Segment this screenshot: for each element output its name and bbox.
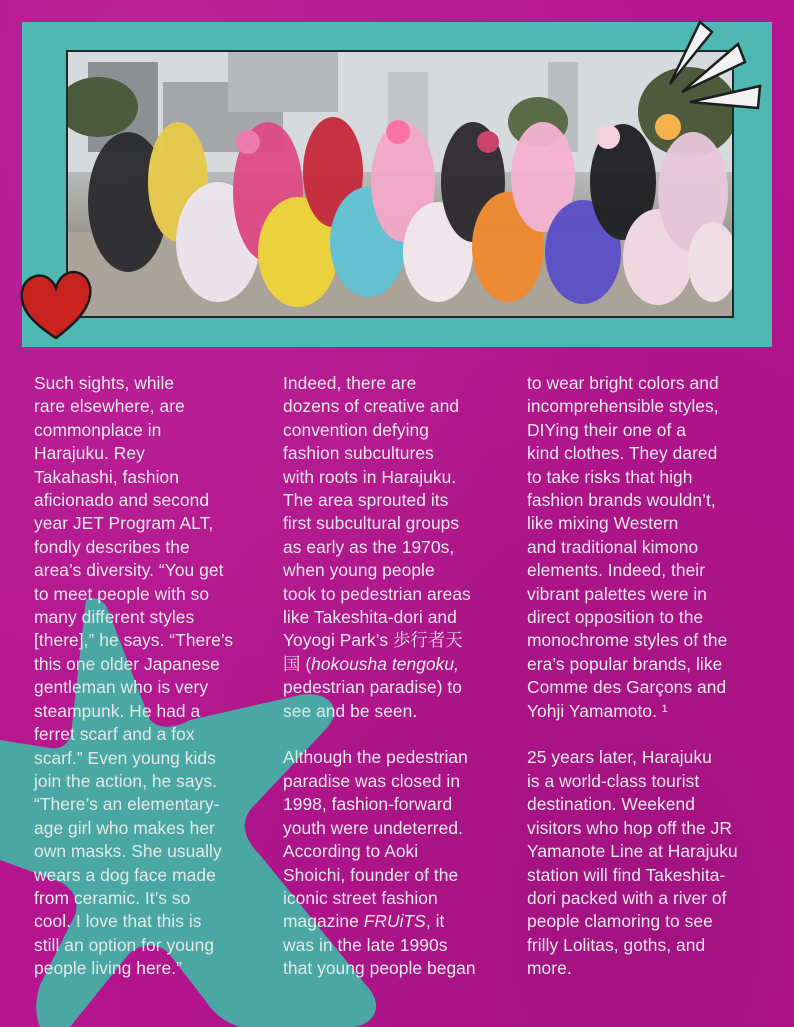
text-line: to meet people with so bbox=[34, 583, 210, 604]
text-line: and traditional kimono bbox=[527, 536, 699, 557]
text-line: was in the late 1990s bbox=[283, 934, 448, 955]
text-line: Harajuku. Rey bbox=[34, 443, 145, 464]
text-line: first subcultural groups bbox=[283, 513, 460, 534]
text-line: from ceramic. It’s so bbox=[34, 887, 191, 908]
text-line: scarf.” Even young kids bbox=[34, 747, 216, 768]
text-line: monochrome styles of the bbox=[527, 630, 728, 651]
text-line: DIYing their one of a bbox=[527, 419, 686, 440]
text-line: age girl who makes her bbox=[34, 817, 215, 838]
text-line: Yohji Yamamoto. ¹ bbox=[527, 700, 668, 721]
text-line: youth were undeterred. bbox=[283, 817, 463, 838]
text-line: fashion brands wouldn’t, bbox=[527, 490, 716, 511]
text-line: more. bbox=[527, 958, 572, 979]
text-line: year JET Program ALT, bbox=[34, 513, 214, 534]
text-line: incomprehensible styles, bbox=[527, 396, 719, 417]
text-line: pedestrian paradise) to bbox=[283, 677, 463, 698]
text-line: own masks. She usually bbox=[34, 841, 222, 862]
text-line: area’s diversity. “You get bbox=[34, 560, 224, 581]
text-line: station will find Takeshita- bbox=[527, 864, 726, 885]
text-line: aficionado and second bbox=[34, 490, 210, 511]
paragraph bbox=[283, 746, 505, 980]
text-line: to take risks that high bbox=[527, 466, 693, 487]
text-line: fashion subcultures bbox=[283, 443, 434, 464]
text-line: ferret scarf and a fox bbox=[34, 724, 195, 745]
text-line: elements. Indeed, their bbox=[527, 560, 706, 581]
text-line: like mixing Western bbox=[527, 513, 679, 534]
text-line: fondly describes the bbox=[34, 536, 190, 557]
paragraph bbox=[527, 746, 763, 980]
text-line: took to pedestrian areas bbox=[283, 583, 471, 604]
text-line: cool. I love that this is bbox=[34, 911, 202, 932]
text-line: Such sights, while bbox=[34, 373, 175, 393]
text-line: as early as the 1970s, bbox=[283, 536, 455, 557]
paragraph bbox=[34, 372, 258, 981]
text-column-1 bbox=[34, 372, 258, 1004]
text-line: is a world-class tourist bbox=[527, 770, 700, 791]
text-line: people clamoring to see bbox=[527, 911, 713, 932]
italic-phrase: hokousha tengoku, bbox=[311, 653, 459, 674]
text-line: this one older Japanese bbox=[34, 653, 220, 674]
group-photo bbox=[66, 50, 734, 318]
text-line: Yamanote Line at Harajuku bbox=[527, 841, 738, 862]
paragraph bbox=[283, 372, 505, 723]
text-line: direct opposition to the bbox=[527, 607, 704, 628]
text-line: era’s popular brands, like bbox=[527, 653, 723, 674]
text-line: “There’s an elementary- bbox=[34, 794, 220, 815]
text-line: Comme des Garçons and bbox=[527, 677, 727, 698]
text-line: paradise was closed in bbox=[283, 770, 461, 791]
text-line: join the action, he says. bbox=[34, 770, 217, 791]
text-line: kind clothes. They dared bbox=[527, 443, 718, 464]
text-column-2 bbox=[283, 372, 505, 1004]
text-line: visitors who hop off the JR bbox=[527, 817, 732, 838]
text-line: steampunk. He had a bbox=[34, 700, 201, 721]
text-line: Indeed, there are bbox=[283, 373, 417, 393]
text-line: frilly Lolitas, goths, and bbox=[527, 934, 706, 955]
text-line: like Takeshita-dori and bbox=[283, 607, 457, 628]
text-line: destination. Weekend bbox=[527, 794, 695, 815]
text-line: vibrant palettes were in bbox=[527, 583, 708, 604]
text-line: dozens of creative and bbox=[283, 396, 460, 417]
text-line: Although the pedestrian bbox=[283, 747, 468, 768]
text-line: when young people bbox=[283, 560, 435, 581]
text-line: many different styles bbox=[34, 607, 195, 628]
text-line: Takahashi, fashion bbox=[34, 466, 179, 487]
text-line: rare elsewhere, are bbox=[34, 396, 185, 417]
text-line: 1998, fashion-forward bbox=[283, 794, 453, 815]
text-line: magazine FRUiTS, it bbox=[283, 911, 445, 932]
text-line: see and be seen. bbox=[283, 700, 418, 721]
text-line: According to Aoki bbox=[283, 841, 419, 862]
text-line: people living here.” bbox=[34, 958, 182, 979]
text-line: that young people began bbox=[283, 958, 476, 979]
text-line: wears a dog face made bbox=[34, 864, 216, 885]
text-line: 国 (hokousha tengoku, bbox=[283, 653, 459, 674]
paragraph bbox=[527, 372, 763, 723]
text-line: Yoyogi Park’s 歩行者天 bbox=[283, 630, 463, 651]
text-line: dori packed with a river of bbox=[527, 887, 727, 908]
heart-icon bbox=[18, 268, 94, 344]
text-line: commonplace in bbox=[34, 419, 162, 440]
text-line: with roots in Harajuku. bbox=[283, 466, 457, 487]
text-line: to wear bright colors and bbox=[527, 373, 719, 393]
starburst-icon bbox=[660, 14, 770, 114]
text-line: The area sprouted its bbox=[283, 490, 449, 511]
text-line: still an option for young bbox=[34, 934, 215, 955]
text-line: Shoichi, founder of the bbox=[283, 864, 459, 885]
text-line: [there],” he says. “There’s bbox=[34, 630, 234, 651]
text-column-3 bbox=[527, 372, 763, 1004]
text-line: gentleman who is very bbox=[34, 677, 209, 698]
text-line: 25 years later, Harajuku bbox=[527, 747, 712, 768]
text-line: iconic street fashion bbox=[283, 887, 438, 908]
text-line: convention defying bbox=[283, 419, 429, 440]
italic-phrase: FRUiTS bbox=[363, 911, 426, 932]
